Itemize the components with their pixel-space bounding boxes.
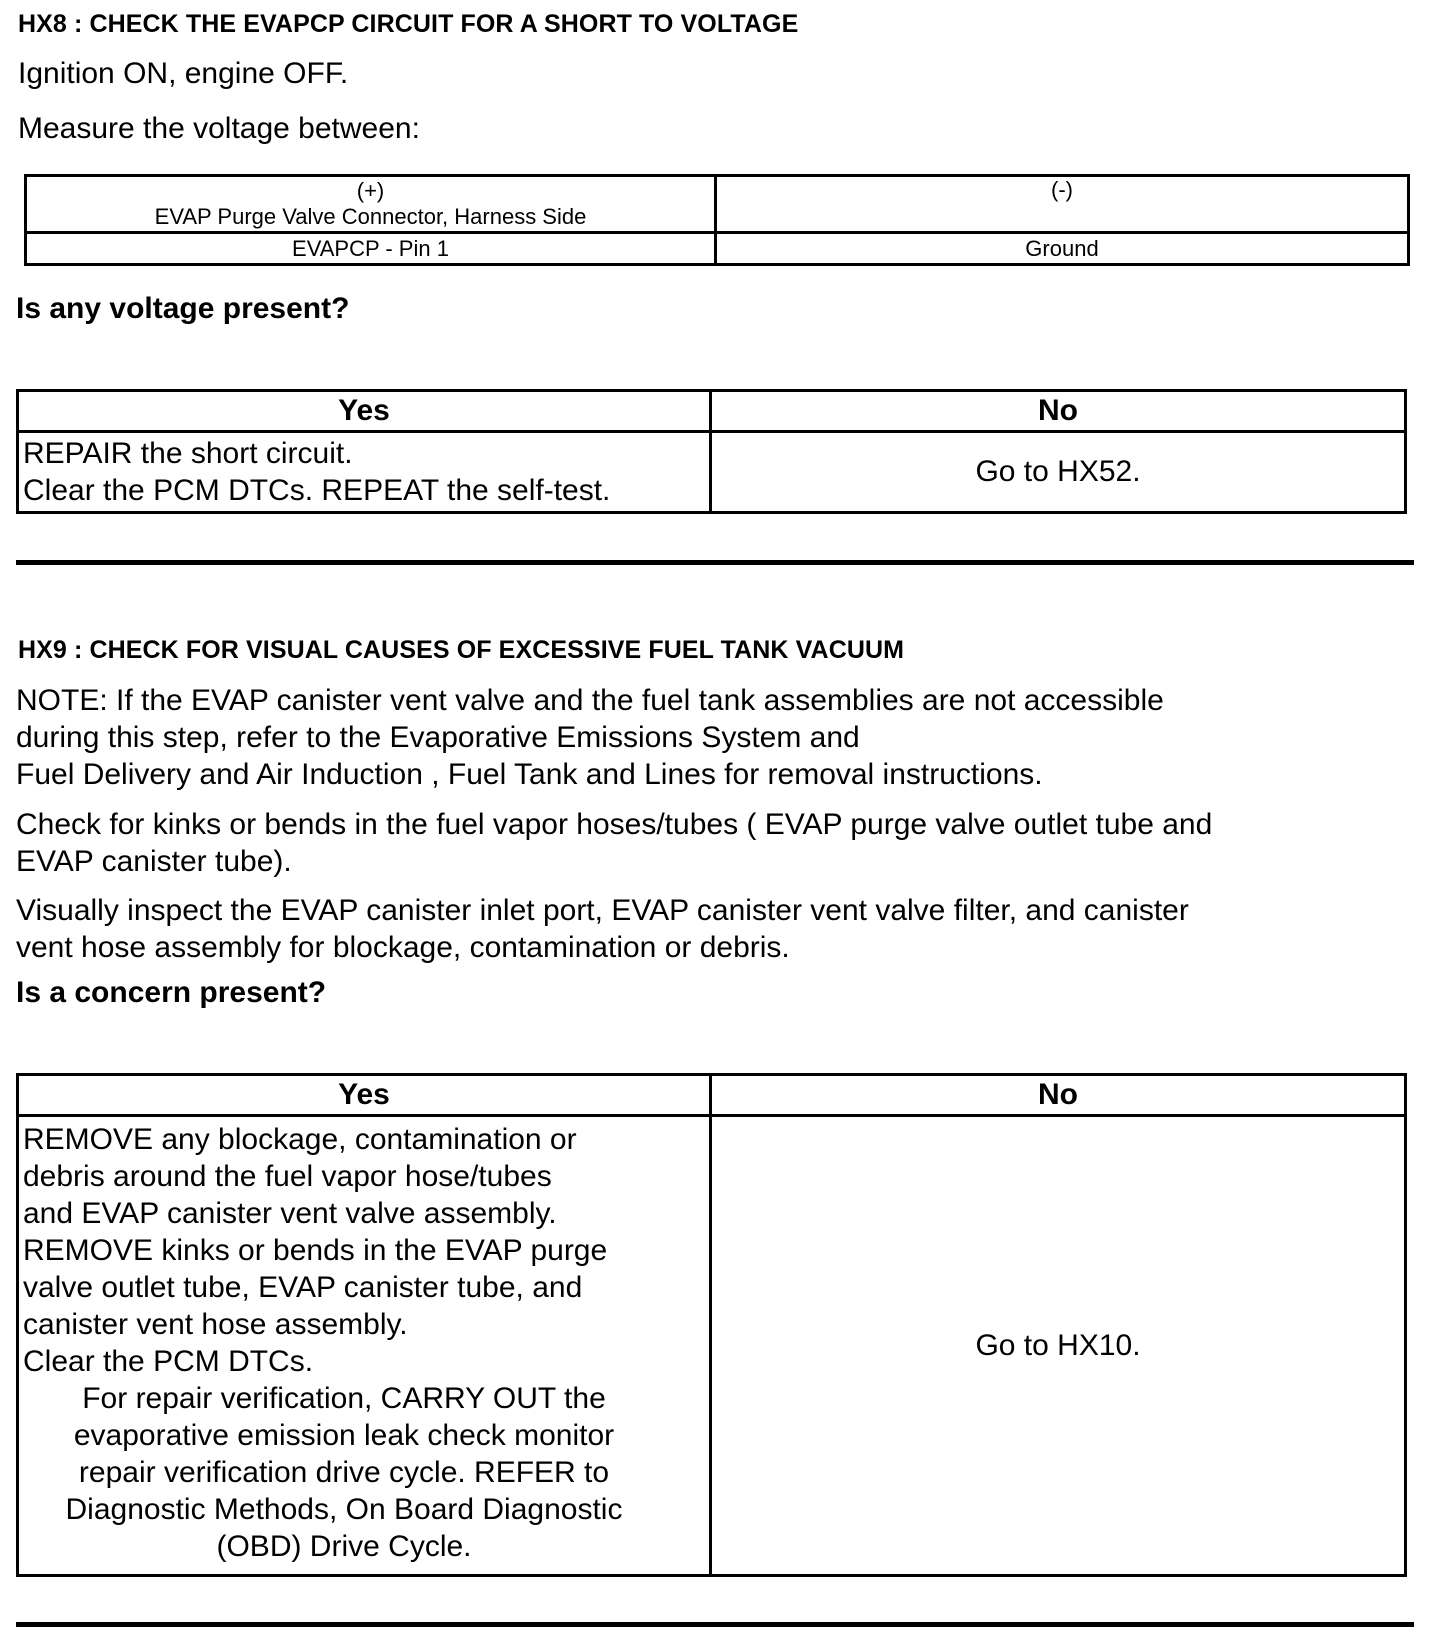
hx8-heading: HX8 : CHECK THE EVAPCP CIRCUIT FOR A SHORT TO VOLTAGE [18,10,799,38]
hx9-question: Is a concern present? [16,976,327,1009]
hx9-inspect-line: vent hose assembly for blockage, contamination or debris. [16,931,790,964]
hx9-yes-line: canister vent hose assembly. [23,1308,408,1341]
hx8-ignition-instruction: Ignition ON, engine OFF. [18,57,349,90]
hx9-heading: HX9 : CHECK FOR VISUAL CAUSES OF EXCESSIVE FUEL TANK VACUUM [18,636,905,664]
hx8-measurement-table [24,174,1410,266]
hx8-yes-header: Yes [18,391,711,432]
hx9-yes-line: and EVAP canister vent valve assembly. [23,1197,557,1230]
hx8-yes-line: Clear the PCM DTCs. REPEAT the self-test. [23,474,611,507]
hx9-yes-verify-line: evaporative emission leak check monitor [73,1419,615,1452]
hx8-no-action: Go to HX52. [711,432,1406,513]
hx9-yes-line: debris around the fuel vapor hose/tubes [23,1160,552,1193]
hx8-question: Is any voltage present? [16,292,350,325]
hx9-inspect-instruction [16,892,1189,966]
hx9-check-line: EVAP canister tube). [16,845,292,878]
hx9-result-table [16,1073,1407,1577]
hx9-note-line: during this step, refer to the Evaporative Emissions System and [16,721,860,754]
hx9-note-line: NOTE: If the EVAP canister vent valve and the fuel tank assemblies are not accessible [16,684,1164,717]
hx9-check-line: Check for kinks or bends in the fuel vapor hoses/tubes ( EVAP purge valve outlet tube and [16,808,1213,841]
hx9-yes-verify-line: (OBD) Drive Cycle. [216,1530,472,1563]
hx9-yes-line: REMOVE any blockage, contamination or [23,1123,577,1156]
hx9-yes-action [18,1116,711,1576]
section-divider [16,560,1414,565]
section-divider [16,1622,1414,1627]
hx9-yes-line: REMOVE kinks or bends in the EVAP purge [23,1234,608,1267]
hx9-yes-header: Yes [18,1075,711,1116]
measure-minus-value: Ground [716,233,1409,265]
measure-plus-value: EVAPCP - Pin 1 [26,233,716,265]
hx9-yes-line: Clear the PCM DTCs. [23,1345,314,1378]
hx9-yes-verify-line: repair verification drive cycle. REFER to [78,1456,610,1489]
hx9-check-instruction [16,806,1212,880]
measure-plus-label: (+) [356,178,385,203]
hx8-yes-line: REPAIR the short circuit. [23,437,353,470]
hx9-yes-verify-line: For repair verification, CARRY OUT the [82,1382,606,1415]
hx9-inspect-line: Visually inspect the EVAP canister inlet port, EVAP canister vent valve filter, and canister [16,894,1189,927]
hx8-no-header: No [711,391,1406,432]
hx9-yes-verify-line: Diagnostic Methods, On Board Diagnostic [65,1493,623,1526]
hx9-no-header: No [711,1075,1406,1116]
hx9-note-line: Fuel Delivery and Air Induction , Fuel Tank and Lines for removal instructions. [16,758,1043,791]
measure-plus-sub: EVAP Purge Valve Connector, Harness Side [154,204,587,229]
measure-minus-header [716,176,1409,233]
hx9-yes-line: valve outlet tube, EVAP canister tube, and [23,1271,583,1304]
hx9-note [16,682,1164,793]
hx8-measure-instruction: Measure the voltage between: [18,112,420,145]
measure-plus-header [26,176,716,233]
hx8-result-table [16,389,1407,514]
hx9-no-action: Go to HX10. [711,1116,1406,1576]
hx8-yes-action [18,432,711,513]
measure-minus-label: (-) [1051,177,1073,202]
